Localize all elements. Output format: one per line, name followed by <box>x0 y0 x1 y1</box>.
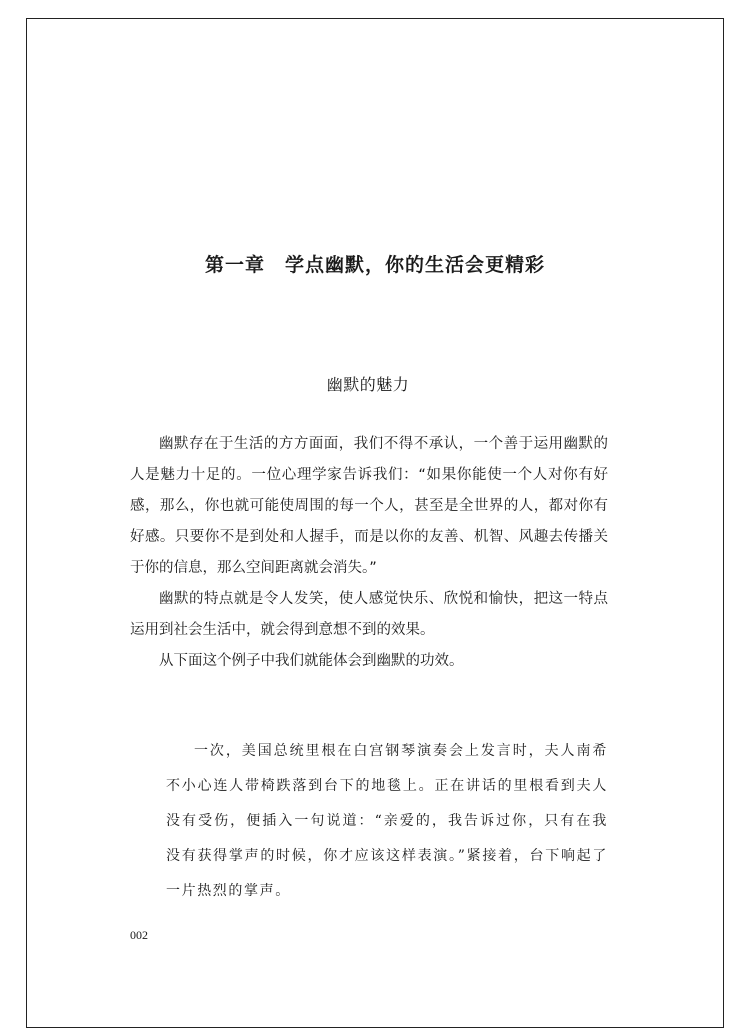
paragraph: 从下面这个例子中我们就能体会到幽默的功效。 <box>159 653 464 669</box>
paragraph: 幽默的特点就是令人发笑，使人感觉快乐、欣悦和愉快，把这一特点运用到社会生活中，就会得到意想不到的效果。 <box>130 591 608 638</box>
example-quote <box>166 734 608 909</box>
chapter-title: 第一章 学点幽默，你的生活会更精彩 <box>204 254 545 276</box>
page-number: 002 <box>130 928 148 942</box>
paragraph: 幽默存在于生活的方方面面，我们不得不承认，一个善于运用幽默的人是魅力十足的。一位心理学家告诉我们：“如果你能使一个人对你有好感，那么，你也就可能使周围的每一个人，甚至是全世界的人，都对你有好感。只要你不是到处和人握手，而是以你的友善、机智、风趣去传播关于你的信息，那么空间距离就会消失。” <box>130 436 608 576</box>
quote-paragraph: 一次，美国总统里根在白宫钢琴演奏会上发言时，夫人南希不小心连人带椅跌落到台下的地毯上。正在讲话的里根看到夫人没有受伤，便插入一句说道：“亲爱的，我告诉过你，只有在我没有获得掌声的时候，你才应该这样表演。”紧接着，台下响起了一片热烈的掌声。 <box>166 743 608 899</box>
body-text <box>130 429 608 677</box>
section-title: 幽默的魅力 <box>326 375 410 394</box>
